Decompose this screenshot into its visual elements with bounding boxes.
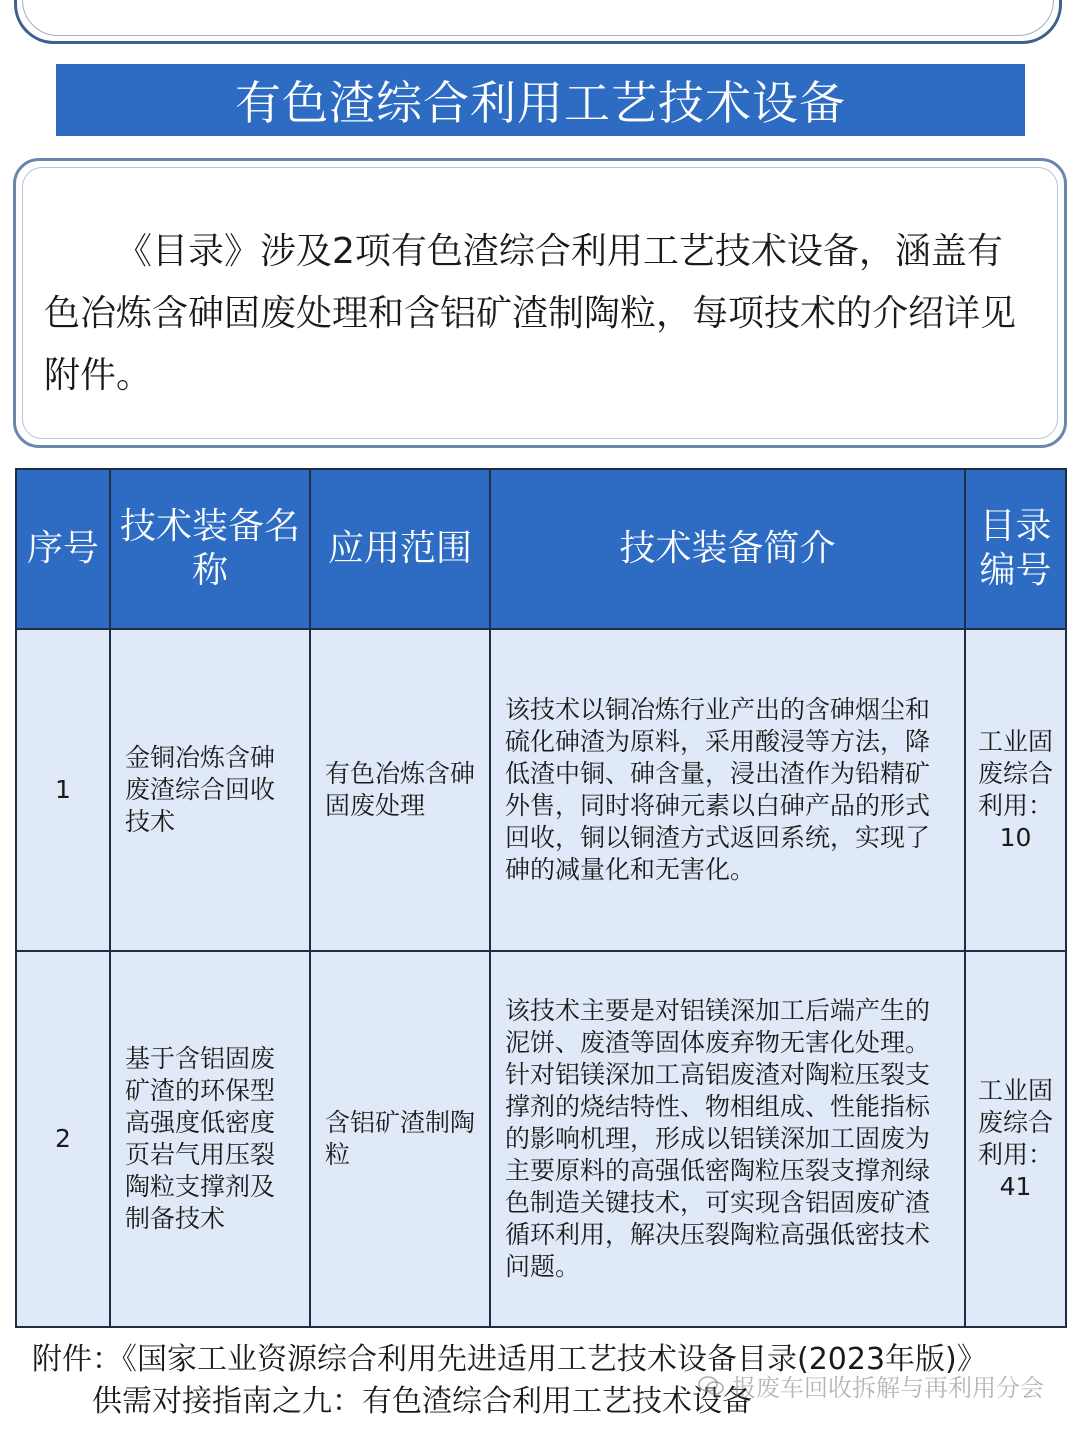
cell-desc: 该技术以铜冶炼行业产出的含砷烟尘和硫化砷渣为原料，采用酸浸等方法，降低渣中铜、砷含量，浸出渣作为铅精矿外售，同时将砷元素以白砷产品的形式回收，铜以铜渣方式返回系统，实现了砷的减量化和无害化。 <box>490 629 965 951</box>
cell-scope: 有色冶炼含砷固废处理 <box>310 629 490 951</box>
cell-catalog: 工业固废综合利用：10 <box>965 629 1066 951</box>
watermark <box>698 1368 1044 1403</box>
cell-no: 2 <box>16 951 110 1327</box>
intro-text: 《目录》涉及2项有色渣综合利用工艺技术设备，涵盖有色冶炼含砷固废处理和含铝矿渣制陶粒，每项技术的介绍详见附件。 <box>44 231 1017 396</box>
footer-guide-line: 供需对接指南之九：有色渣综合利用工艺技术设备 <box>92 1384 752 1419</box>
footer-attachment-line: 附件：《国家工业资源综合利用先进适用工艺技术设备目录(2023年版)》 <box>32 1342 987 1377</box>
header-name: 技术装备名称 <box>110 469 310 629</box>
top-decorative-box-inner <box>22 0 1054 36</box>
cell-name: 基于含铝固废矿渣的环保型高强度低密度页岩气用压裂陶粒支撑剂及制备技术 <box>110 951 310 1327</box>
cell-desc: 该技术主要是对铝镁深加工后端产生的泥饼、废渣等固体废弃物无害化处理。针对铝镁深加工高铝废渣对陶粒压裂支撑剂的烧结特性、物相组成、性能指标的影响机理，形成以铝镁深加工固废为主要原料的高强低密陶粒压裂支撑剂绿色制造关键技术，可实现含铝固废矿渣循环利用，解决压裂陶粒高强低密技术问题。 <box>490 951 965 1327</box>
table-row <box>16 629 1066 951</box>
banner-title: 有色渣综合利用工艺技术设备 <box>235 76 846 130</box>
cell-no: 1 <box>16 629 110 951</box>
table-header-row <box>16 469 1066 629</box>
header-desc: 技术装备简介 <box>490 469 965 629</box>
cell-catalog: 工业固废综合利用：41 <box>965 951 1066 1327</box>
section-banner <box>56 64 1025 136</box>
intro-box <box>13 158 1067 448</box>
wechat-icon <box>698 1375 724 1397</box>
cell-scope: 含铝矿渣制陶粒 <box>310 951 490 1327</box>
watermark-text: 报废车回收拆解与再利用分会 <box>732 1374 1044 1402</box>
table-row <box>16 951 1066 1327</box>
header-catalog: 目录编号 <box>965 469 1066 629</box>
header-scope: 应用范围 <box>310 469 490 629</box>
cell-name: 金铜冶炼含砷废渣综合回收技术 <box>110 629 310 951</box>
header-no: 序号 <box>16 469 110 629</box>
technology-table <box>15 468 1067 1328</box>
